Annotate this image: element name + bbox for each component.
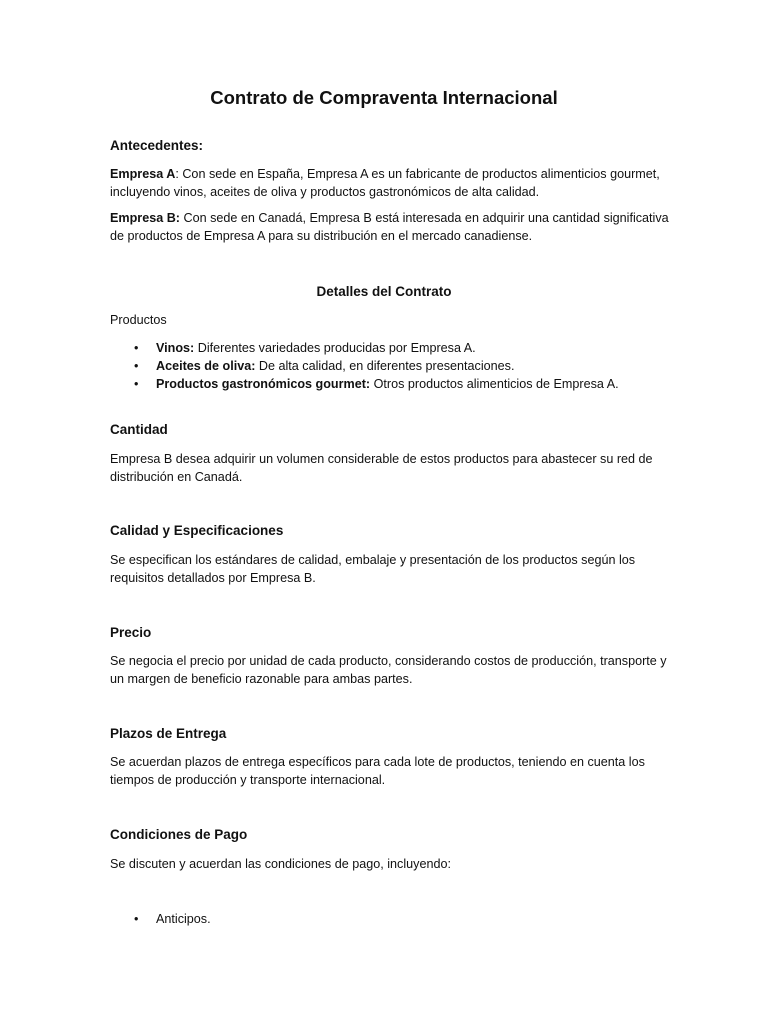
plazos-text: Se acuerdan plazos de entrega específicos para cada lote de productos, teniendo en cuenta los tiempos de producción y transporte internacional. [110, 755, 645, 787]
productos-list [110, 339, 670, 393]
producto-label: Productos gastronómicos gourmet: [156, 377, 371, 391]
calidad-text: Se especifican los estándares de calidad, embalaje y presentación de los productos según los requisitos detallados por Empresa B. [110, 553, 636, 585]
plazos-heading: Plazos de Entrega [110, 726, 227, 741]
empresa-b-label: Empresa B: [110, 211, 180, 225]
empresa-a-label: Empresa A [110, 167, 176, 181]
precio-heading: Precio [110, 625, 152, 640]
bullet-icon: • [134, 377, 139, 391]
bullet-icon: • [134, 341, 139, 355]
document-title: Contrato de Compraventa Internacional [210, 87, 558, 108]
producto-text: De alta calidad, en diferentes presentaciones. [255, 359, 515, 373]
producto-label: Aceites de oliva: [156, 359, 256, 373]
list-item [110, 910, 670, 928]
bullet-icon: • [134, 359, 139, 373]
empresa-b-text: Con sede en Canadá, Empresa B está interesada en adquirir una cantidad significativa de productos de Empresa A para su distribución en el mercado canadiense. [110, 211, 669, 243]
bullet-icon: • [134, 912, 139, 926]
productos-label: Productos [110, 313, 167, 327]
cantidad-text: Empresa B desea adquirir un volumen considerable de estos productos para abastecer su red de distribución en Canadá. [110, 452, 653, 484]
detalles-heading: Detalles del Contrato [316, 284, 452, 299]
antecedentes-heading: Antecedentes: [110, 138, 204, 153]
list-item [110, 339, 670, 357]
pago-heading: Condiciones de Pago [110, 827, 248, 842]
precio-text: Se negocia el precio por unidad de cada producto, considerando costos de producción, transporte y un margen de beneficio razonable para ambas partes. [110, 654, 667, 686]
empresa-b-paragraph [110, 209, 670, 245]
empresa-a-paragraph [110, 165, 670, 201]
producto-text: Diferentes variedades producidas por Empresa A. [194, 341, 476, 355]
producto-text: Otros productos alimenticios de Empresa A. [370, 377, 619, 391]
list-item [110, 375, 670, 393]
list-item [110, 357, 670, 375]
pago-list [110, 910, 670, 928]
pago-item-text: Anticipos. [156, 912, 211, 926]
calidad-heading: Calidad y Especificaciones [110, 523, 284, 538]
pago-text: Se discuten y acuerdan las condiciones de pago, incluyendo: [110, 857, 451, 871]
producto-label: Vinos: [156, 341, 195, 355]
cantidad-heading: Cantidad [110, 422, 168, 437]
empresa-a-text: : Con sede en España, Empresa A es un fabricante de productos alimenticios gourmet, incluyendo vinos, aceites de oliva y productos gastronómicos de alta calidad. [110, 167, 660, 199]
